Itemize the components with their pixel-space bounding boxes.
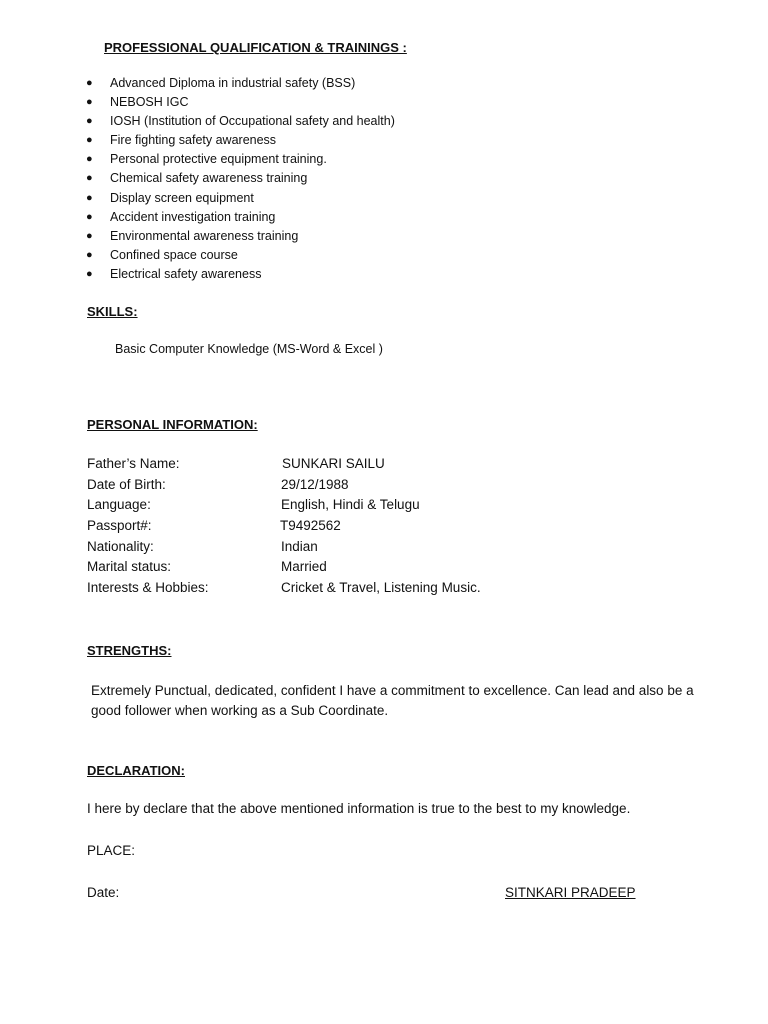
info-label: Passport#: xyxy=(87,518,152,533)
list-item xyxy=(86,208,395,227)
info-label: Nationality: xyxy=(87,539,154,554)
info-value: Indian xyxy=(281,539,318,554)
personal-info-heading: PERSONAL INFORMATION: xyxy=(87,417,258,432)
info-label: Father’s Name: xyxy=(87,456,180,471)
list-item xyxy=(86,246,395,265)
info-row-nationality xyxy=(87,537,687,557)
info-label: Interests & Hobbies: xyxy=(87,580,209,595)
qualifications-list xyxy=(86,74,395,284)
bullet-icon: ● xyxy=(86,77,93,89)
qualification-text: NEBOSH IGC xyxy=(110,95,189,110)
info-row-interests xyxy=(87,578,687,598)
qualification-text: Accident investigation training xyxy=(110,209,276,224)
place-label: PLACE: xyxy=(87,843,136,858)
qualifications-heading: PROFESSIONAL QUALIFICATION & TRAININGS : xyxy=(104,40,407,55)
list-item xyxy=(86,74,395,93)
info-label: Marital status: xyxy=(87,559,172,574)
info-value: SUNKARI SAILU xyxy=(282,456,385,471)
list-item xyxy=(86,169,395,188)
info-value: English, Hindi & Telugu xyxy=(281,497,420,512)
list-item xyxy=(86,189,395,208)
strengths-text: Extremely Punctual, dedicated, confident I have a commitment to excellence. Can lead and also be a good follower when working as a Sub Coordinate. xyxy=(91,683,694,718)
declaration-text: I here by declare that the above mentioned information is true to the best to my knowledge. xyxy=(87,801,631,816)
list-item xyxy=(86,227,395,246)
qualification-text: Personal protective equipment training. xyxy=(110,152,327,167)
info-row-passport xyxy=(87,516,687,536)
info-row-language xyxy=(87,495,687,515)
qualification-text: Display screen equipment xyxy=(110,190,254,205)
qualification-text: Chemical safety awareness training xyxy=(110,171,308,186)
skills-text: Basic Computer Knowledge (MS-Word & Excel ) xyxy=(115,342,383,356)
qualification-text: IOSH (Institution of Occupational safety and health) xyxy=(110,114,395,129)
bullet-icon: ● xyxy=(86,96,93,109)
qualification-text: Confined space course xyxy=(110,247,238,262)
info-value: T9492562 xyxy=(280,518,341,533)
list-item xyxy=(86,131,395,150)
qualification-text: Fire fighting safety awareness xyxy=(110,133,277,148)
skills-heading: SKILLS: xyxy=(87,304,138,319)
bullet-icon: ● xyxy=(86,172,93,185)
bullet-icon: ● xyxy=(86,134,93,147)
bullet-icon: ● xyxy=(86,229,93,242)
bullet-icon: ● xyxy=(86,210,93,223)
info-value: Married xyxy=(281,559,327,574)
bullet-icon: ● xyxy=(86,267,93,280)
date-label: Date: xyxy=(87,885,120,900)
qualification-text: Advanced Diploma in industrial safety (BSS) xyxy=(110,76,356,90)
bullet-icon: ● xyxy=(86,191,93,204)
declaration-heading: DECLARATION: xyxy=(87,763,185,778)
bullet-icon: ● xyxy=(86,153,93,166)
bullet-icon: ● xyxy=(86,115,93,128)
strengths-heading: STRENGTHS: xyxy=(87,643,172,658)
bullet-icon: ● xyxy=(86,248,93,261)
list-item xyxy=(86,265,395,284)
info-label: Date of Birth: xyxy=(87,477,166,492)
list-item xyxy=(86,93,395,112)
list-item xyxy=(86,150,395,169)
info-row-fathers-name xyxy=(87,454,687,474)
info-value: Cricket & Travel, Listening Music. xyxy=(281,580,481,595)
qualification-text: Electrical safety awareness xyxy=(110,266,262,281)
info-row-marital-status xyxy=(87,557,687,577)
signature-name: SITNKARI PRADEEP xyxy=(505,885,636,900)
info-value: 29/12/1988 xyxy=(281,477,349,492)
list-item xyxy=(86,112,395,131)
info-label: Language: xyxy=(87,497,151,512)
info-row-date-of-birth xyxy=(87,475,687,495)
qualification-text: Environmental awareness training xyxy=(110,228,299,243)
